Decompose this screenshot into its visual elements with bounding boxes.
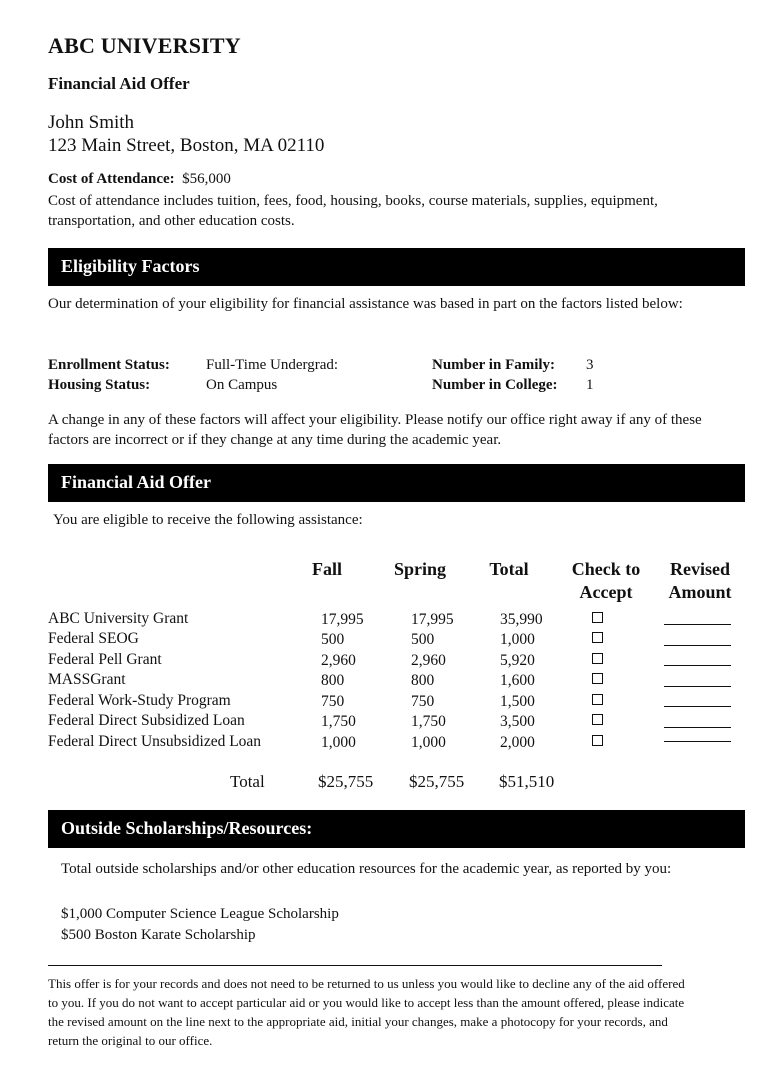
student-address: 123 Main Street, Boston, MA 02110 xyxy=(48,135,325,156)
totals-label: Total xyxy=(230,772,265,791)
totals-spring: $25,755 xyxy=(409,772,465,791)
offer-intro: You are eligible to receive the following assistance: xyxy=(53,512,363,528)
aid-spring: 800 xyxy=(411,672,435,689)
aid-total: 3,500 xyxy=(500,713,535,730)
column-header-check-to-accept xyxy=(561,558,651,604)
list-item: $500 Boston Karate Scholarship xyxy=(61,927,256,943)
aid-name: Federal Direct Unsubsidized Loan xyxy=(48,733,262,750)
totals-fall: $25,755 xyxy=(318,772,374,791)
eligibility-section-header xyxy=(48,248,745,286)
accept-checkbox[interactable] xyxy=(592,694,603,705)
college-label: Number in College: xyxy=(432,377,558,393)
aid-name: Federal Work-Study Program xyxy=(48,692,231,709)
outside-intro: Total outside scholarships and/or other education resources for the academic year, as reported by you: xyxy=(61,861,672,877)
accept-checkbox[interactable] xyxy=(592,612,603,623)
aid-total: 35,990 xyxy=(500,611,543,628)
document-title: Financial Aid Offer xyxy=(48,74,190,93)
aid-name: MASSGrant xyxy=(48,671,126,688)
accept-checkbox[interactable] xyxy=(592,673,603,684)
cost-description: Cost of attendance includes tuition, fees, food, housing, books, course materials, supplies, equipment, transportation, and other education costs. xyxy=(48,193,658,229)
totals-total: $51,510 xyxy=(499,772,555,791)
aid-name: Federal Direct Subsidized Loan xyxy=(48,712,245,729)
list-item: $1,000 Computer Science League Scholarship xyxy=(61,906,339,922)
housing-status-value: On Campus xyxy=(206,377,278,393)
eligibility-section-title: Eligibility Factors xyxy=(61,256,200,276)
family-value: 3 xyxy=(586,357,594,373)
aid-total: 2,000 xyxy=(500,734,535,751)
outside-section-header xyxy=(48,810,745,848)
revised-amount-line[interactable] xyxy=(664,665,731,666)
aid-total: 1,000 xyxy=(500,631,535,648)
aid-total: 1,600 xyxy=(500,672,535,689)
cost-amount: $56,000 xyxy=(182,171,231,187)
revised-amount-line[interactable] xyxy=(664,741,731,742)
accept-checkbox[interactable] xyxy=(592,714,603,725)
aid-fall: 2,960 xyxy=(321,652,356,669)
aid-fall: 500 xyxy=(321,631,345,648)
outside-section-title: Outside Scholarships/Resources: xyxy=(61,818,313,838)
accept-checkbox[interactable] xyxy=(592,653,603,664)
revised-amount-line[interactable] xyxy=(664,727,731,728)
accept-checkbox[interactable] xyxy=(592,632,603,643)
family-label: Number in Family: xyxy=(432,357,556,373)
aid-total: 1,500 xyxy=(500,693,535,710)
footer-note: This offer is for your records and does not need to be returned to us unless you would like to decline any of the aid offered to you. If you do not want to accept particular aid or you would like to accept less than the amount offered, please indicate the revised amount on the line next to the appropriate aid, initial your changes, make a photocopy for your records, and return the original to our office. xyxy=(48,976,685,1048)
aid-total: 5,920 xyxy=(500,652,535,669)
aid-spring: 2,960 xyxy=(411,652,446,669)
revised-amount-line[interactable] xyxy=(664,624,731,625)
revised-amount-line[interactable] xyxy=(664,645,731,646)
column-header-fall: Fall xyxy=(312,559,342,579)
revised-amount-line[interactable] xyxy=(664,686,731,687)
cost-label: Cost of Attendance: xyxy=(48,171,175,187)
college-value: 1 xyxy=(586,377,594,393)
eligibility-intro: Our determination of your eligibility for financial assistance was based in part on the factors listed below: xyxy=(48,296,683,312)
aid-name: Federal Pell Grant xyxy=(48,651,162,668)
aid-fall: 800 xyxy=(321,672,345,689)
revised-amount-line[interactable] xyxy=(664,706,731,707)
enrollment-status-label: Enrollment Status: xyxy=(48,357,170,373)
eligibility-note: A change in any of these factors will affect your eligibility. Please notify our office right away if any of these factors are incorrect or if they change at any time during the academic year. xyxy=(48,412,702,448)
check-header-line1: Check to xyxy=(571,559,641,579)
aid-fall: 1,000 xyxy=(321,734,356,751)
footer-divider xyxy=(48,965,662,966)
housing-status-label: Housing Status: xyxy=(48,377,151,393)
check-header-line2: Accept xyxy=(579,582,633,602)
aid-spring: 750 xyxy=(411,693,435,710)
aid-fall: 750 xyxy=(321,693,345,710)
aid-spring: 1,000 xyxy=(411,734,446,751)
column-header-revised-amount xyxy=(659,558,741,604)
revised-header-line2: Amount xyxy=(668,582,732,602)
aid-spring: 500 xyxy=(411,631,435,648)
offer-section-header xyxy=(48,464,745,502)
aid-name: Federal SEOG xyxy=(48,630,139,647)
column-header-total: Total xyxy=(489,559,529,579)
cost-of-attendance xyxy=(48,171,231,188)
aid-fall: 1,750 xyxy=(321,713,356,730)
university-name: ABC UNIVERSITY xyxy=(48,33,241,58)
offer-section-title: Financial Aid Offer xyxy=(61,472,211,492)
accept-checkbox[interactable] xyxy=(592,735,603,746)
aid-spring: 17,995 xyxy=(411,611,454,628)
enrollment-status-value: Full-Time Undergrad: xyxy=(206,357,339,373)
aid-fall: 17,995 xyxy=(321,611,364,628)
aid-name: ABC University Grant xyxy=(48,610,189,627)
column-header-spring: Spring xyxy=(393,559,447,579)
student-name: John Smith xyxy=(48,112,135,133)
aid-spring: 1,750 xyxy=(411,713,446,730)
revised-header-line1: Revised xyxy=(670,559,730,579)
